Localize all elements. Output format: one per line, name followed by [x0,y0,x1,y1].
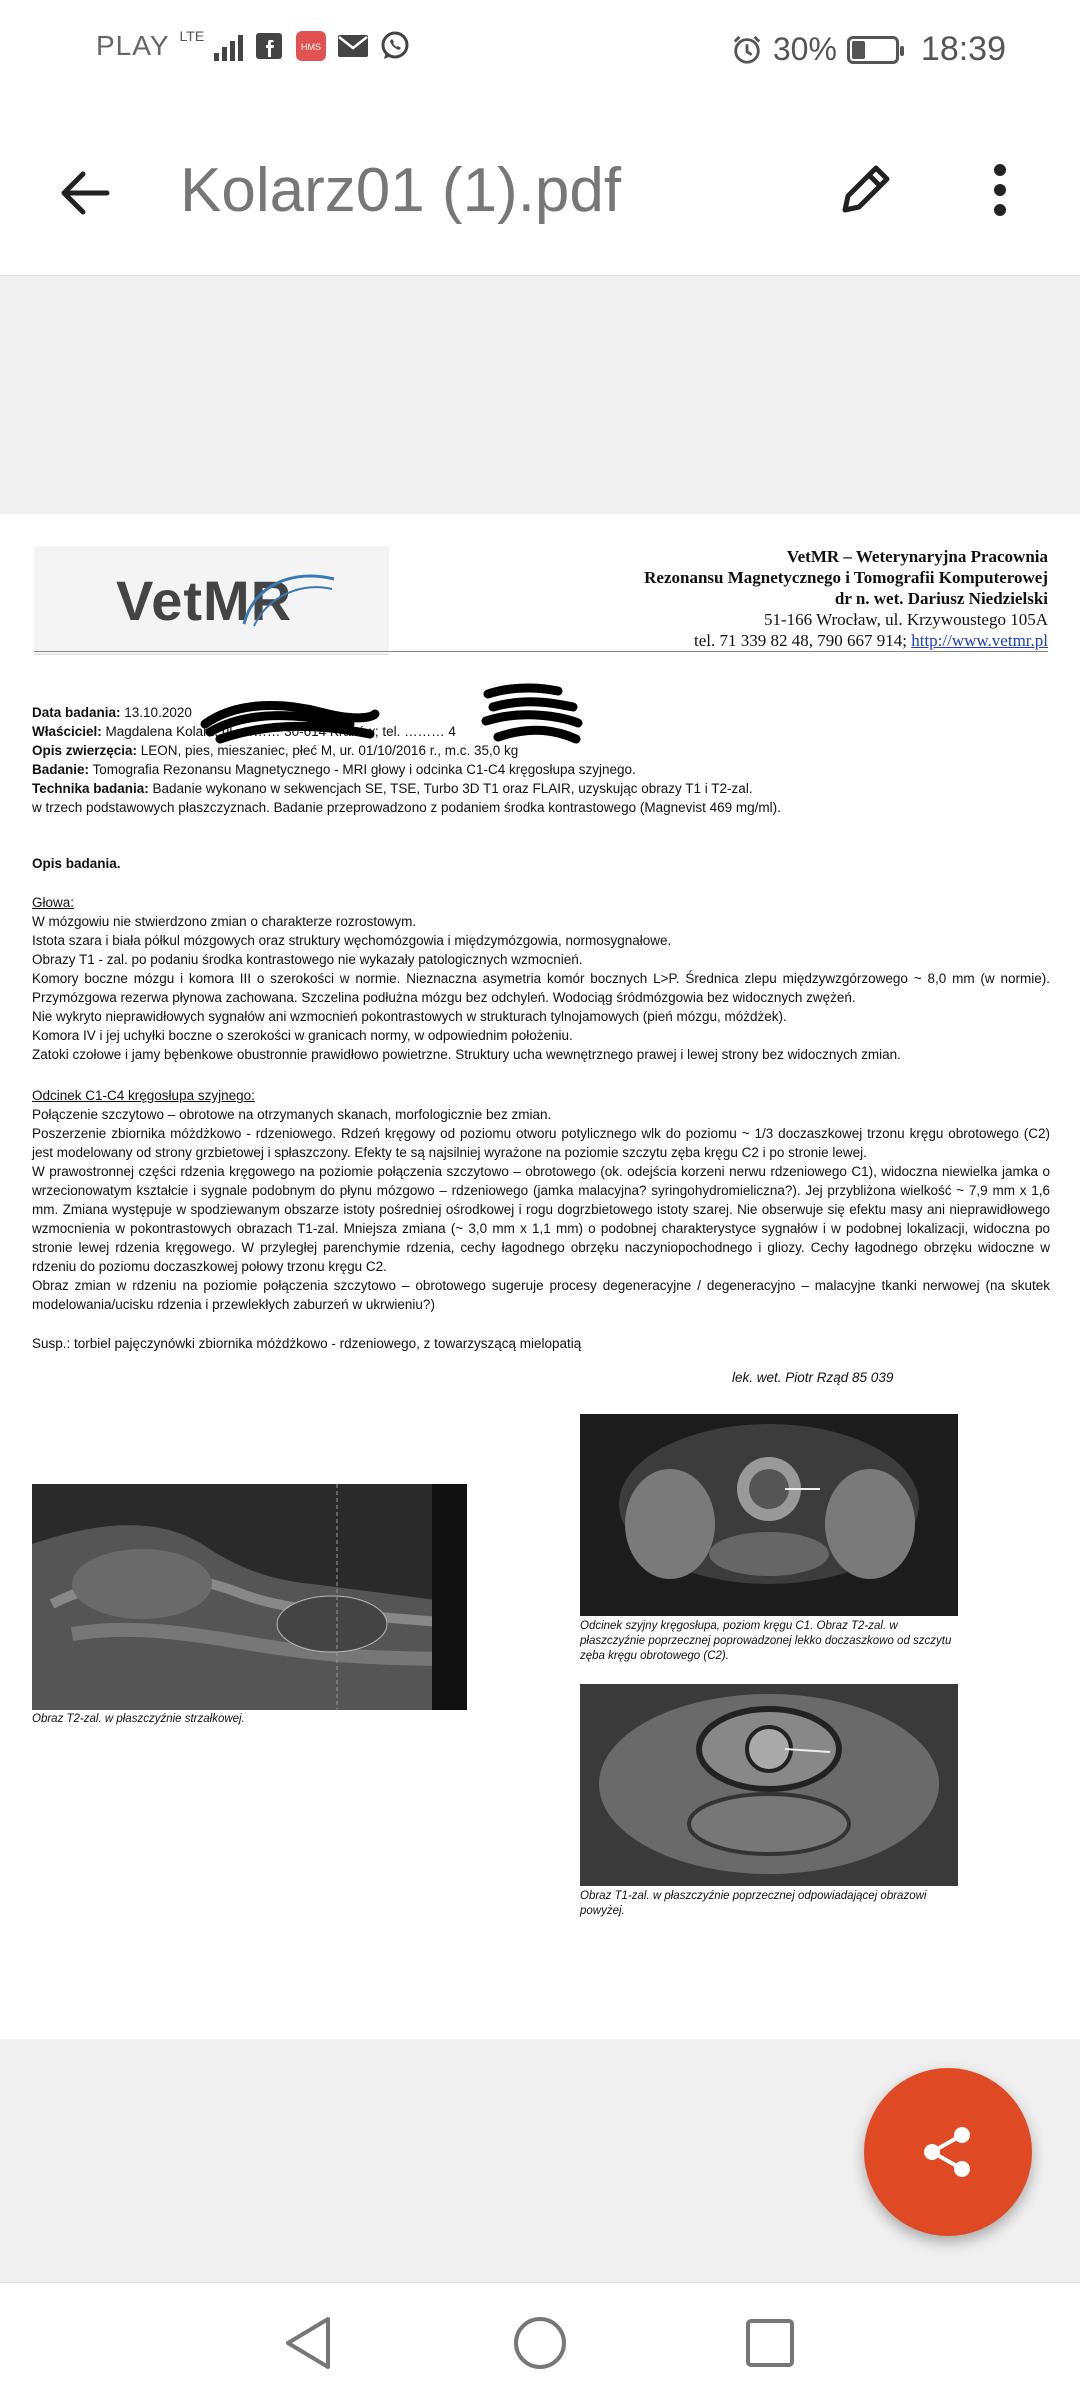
status-bar [0,0,1080,105]
nav-recents-button[interactable] [740,2313,800,2373]
caption-transverse-t1: Obraz T1-zal. w płaszczyźnie poprzecznej odpowiadającej obrazowi powyżej. [580,1890,927,1917]
hms-icon [295,30,327,62]
redaction-scribble [478,679,588,749]
clock: 18:39 [920,30,1006,68]
header-divider [34,651,1048,652]
mri-transverse-t1-image [580,1684,958,1886]
spine-title: Odcinek C1-C4 kręgosłupa szyjnego: [32,1088,255,1103]
whatsapp-icon [379,30,411,62]
more-vert-icon [990,160,1010,220]
redaction-scribble [200,694,380,744]
app-bar [0,105,1080,276]
suspicion [32,1334,1050,1353]
nav-recents-icon [744,2317,796,2369]
back-arrow-icon [57,165,113,221]
document-title: Kolarz01 (1).pdf [180,156,622,225]
exam-type-line [32,760,1050,779]
owner-label: Właściciel: [32,724,102,739]
pencil-icon [833,158,897,222]
head-title: Głowa: [32,895,75,910]
carrier-name: PLAY [96,30,170,61]
facebook-icon [253,30,285,62]
clinic-name: VetMR – Weterynaryjna Pracownia [786,547,1048,566]
pdf-page[interactable] [0,514,1080,2039]
logo-swoosh-icon [234,564,344,634]
suspicion-text: Susp.: torbiel pajęczynówki zbiornika móżdżkowo - rdzeniowego, z towarzyszącą mielopatią [32,1336,582,1351]
head-line: Komora IV i jej uchyłki boczne o szerokości w granicach normy, w odpowiednim położeniu. [32,1028,573,1043]
head-line: Obrazy T1 - zal. po podaniu środka kontrastowego nie wykazały patologicznych wzmocnień. [32,952,583,967]
logo-text: VetMR [116,569,293,632]
head-line: Nie wykryto nieprawidłowych sygnałów ani wzmocnień pokontrastowych w strukturach tylnojamowych (pień mózgu, móżdżek). [32,1009,787,1024]
head-line: Istota szara i biała półkul mózgowych oraz struktury węchomózgowia i międzymózgowia, normosygnałowe. [32,933,672,948]
section-title-text: Opis badania. [32,856,121,871]
head-section [32,893,1050,1064]
clinic-phone: tel. 71 339 82 48, 790 667 914; [694,631,912,650]
spine-line: Obraz zmian w rdzeniu na poziomie połączenia szczytowo – obrotowego sugeruje procesy degeneracyjne / degeneracyjno – malacyjne tkanki nerwowej (na skutek modelowania/ucisku rdzenia i przewlekłych zaburzeń w ukrwieniu?) [32,1278,1050,1312]
mail-icon [337,30,369,62]
head-line: Zatoki czołowe i jamy bębenkowe obustronnie prawidłowo powietrzne. Struktury ucha wewnętrznego prawej i lewej strony bez widocznych zmian. [32,1047,901,1062]
nav-home-button[interactable] [510,2313,570,2373]
technique-line [32,779,1050,798]
signal-icon [214,31,243,61]
status-left [96,30,411,62]
head-line: W mózgowiu nie stwierdzono zmian o charakterze rozrostowym. [32,914,417,929]
battery-icon [847,36,899,64]
animal-value: LEON, pies, mieszaniec, płeć M, ur. 01/10/2016 r., m.c. 35,0 kg [137,743,519,758]
clinic-info [644,546,1048,651]
animal-label: Opis zwierzęcia: [32,743,138,758]
section-title [32,854,1050,873]
spine-section [32,1086,1050,1314]
edit-button[interactable] [830,155,900,225]
signature: lek. wet. Piotr Rząd 85 039 [732,1370,894,1385]
owner-value: Magdalena Kolarz, ul. ……… 30-614 Kraków; tel. ……… 4 [101,724,456,739]
status-right [731,30,1006,69]
battery-percent: 30% [772,31,837,67]
clinic-subtitle: Rezonansu Magnetycznego i Tomografii Komputerowej [644,568,1048,587]
navigation-bar [0,2282,1080,2401]
caption-sagittal: Obraz T2-zal. w płaszczyźnie strzałkowej. [32,1713,245,1725]
exam-date-label: Data badania: [32,705,121,720]
clinic-website-link[interactable]: http://www.vetmr.pl [911,631,1048,650]
technique-continued: w trzech podstawowych płaszczyznach. Badanie przeprowadzono z podaniem środka kontrastowego (Magnevist 469 mg/ml). [32,800,781,815]
nav-back-button[interactable] [278,2313,338,2373]
clinic-logo [34,546,389,655]
share-icon [918,2122,978,2182]
battery-level [852,41,865,59]
mri-sagittal-image [32,1484,467,1710]
svg-text:HMS: HMS [301,42,322,52]
exam-date-value: 13.10.2020 [120,705,192,720]
technique-value: Badanie wykonano w sekwencjach SE, TSE, Turbo 3D T1 oraz FLAIR, uzyskując obrazy T1 i T2-zal. [148,781,753,796]
exam-type-label: Badanie: [32,762,90,777]
mri-transverse-t2-image [580,1414,958,1616]
share-button[interactable] [864,2068,1032,2236]
technique-label: Technika badania: [32,781,149,796]
back-button[interactable] [52,160,118,226]
more-options-button[interactable] [970,155,1030,225]
spine-line: Połączenie szczytowo – obrotowe na otrzymanych skanach, morfologicznie bez zmian. [32,1107,552,1122]
spine-line: Poszerzenie zbiornika móżdżkowo - rdzeniowego. Rdzeń kręgowy od poziomu otworu potylicznego wlk do poziomu ~ 1/3 doczaszkowej trzonu kręgu obrotowego (C2) jest modelowany od strony grzbietowej i spłaszczony. Efekty te są najsilniej wyrażone na poziomie szczytu zęba kręgu C2 i po stronie lewej. [32,1126,1050,1160]
clinic-doctor: dr n. wet. Dariusz Niedzielski [834,589,1048,608]
nav-home-icon [512,2315,568,2371]
spine-line: W prawostronnej części rdzenia kręgowego na poziomie połączenia szczytowo – obrotowego (ok. odejścia korzeni nerwu rdzeniowego C1), widoczna niewielka jamka o wrzecionowatym kształcie i sygnale podobnym do płynu mózgowo – rdzeniowego (jamka malacyjna? syringohydromieliczna?). Jej przybliżona wielkość ~ 7,9 mm x 1,6 mm. Zmiana występuje w spodziewanym obszarze istoty pośredniej ośrodkowej i rogu dogrzbietowego istoty szarej. Nie obserwuje się efektu masy ani nieprawidłowego wzmocnienia w pokontrastowych obrazach T1-zal. Mniejsza zmiana (~ 3,0 mm x 1,1 mm) o podobnej charakterystyce sygnałów i w podobnej lokalizacji, widoczna po stronie lewej rdzenia kręgowego. W przyległej parenchymie rdzenia, cechy łagodnego obrzęku naczyniopochodnego i gliozy. Cechy łagodnego obrzęku widoczne w rdzeniu do poziomu doczaszkowej połowy trzonu kręgu C2. [32,1164,1050,1274]
nav-back-icon [282,2315,334,2371]
exam-type-value: Tomografia Rezonansu Magnetycznego - MRI głowy i odcinka C1-C4 kręgosłupa szyjnego. [89,762,636,777]
network-type: LTE [179,28,205,44]
clinic-address: 51-166 Wrocław, ul. Krzywoustego 105A [763,610,1048,629]
caption-transverse-t2: Odcinek szyjny kręgosłupa, poziom kręgu C1. Obraz T2-zal. w płaszczyźnie poprzecznej poprowadzonej lekko doczaszkowo od szczytu zęba kręgu obrotowego (C2). [580,1620,952,1662]
head-line: Komory boczne mózgu i komora III o szerokości w normie. Nieznaczna asymetria komór bocznych L>P. Średnica zlepu międzywzgórzowego ~ 8,0 mm (w normie). Przymózgowa rezerwa płynowa zachowana. Szczelina podłużna mózgu bez odchyleń. Wodociąg śródmózgowia bez widocznych zwężeń. [32,971,1050,1005]
alarm-icon [731,34,763,66]
clinic-contact [644,630,1048,651]
